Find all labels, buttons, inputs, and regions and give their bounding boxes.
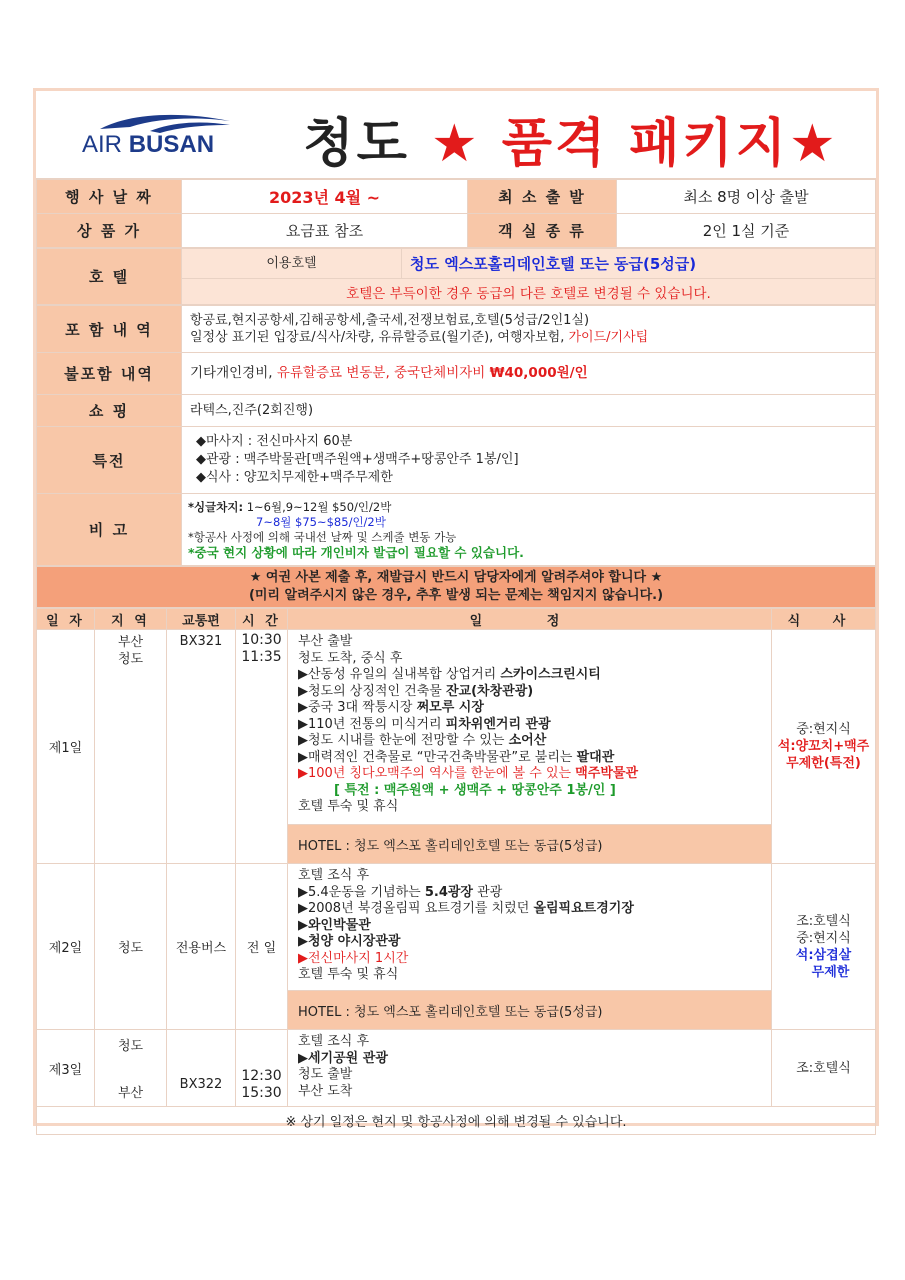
th-place: 지 역 <box>95 609 167 630</box>
day1-line-7a: ▶청도 시내를 한눈에 전망할 수 있는 <box>298 733 509 748</box>
day2-meal-3: 석:삼겹살 <box>795 947 852 963</box>
remark-1 <box>188 500 869 515</box>
hotel-sub-label: 이용호텔 <box>182 249 402 279</box>
logo-brand: BUSAN <box>128 131 215 158</box>
day2-meal-1: 조:호텔식 <box>796 913 851 929</box>
remark-1b: 1~6월,9~12월 $50/인/2박 <box>243 499 392 514</box>
day3-line-4: 부산 도착 <box>298 1083 353 1099</box>
remark-value <box>182 494 876 566</box>
benefit-1: ◆마사지 : 전신마사지 60분 <box>196 434 353 449</box>
info-table <box>36 179 876 248</box>
day2-line-3b: 올림픽요트경기장 <box>533 901 634 916</box>
row-price <box>37 214 876 248</box>
day1-line-5 <box>298 700 761 717</box>
day2-line-4: ▶와인박물관 <box>298 917 371 933</box>
remark-3: *항공사 사정에 의해 국내선 날짜 및 스케줄 변동 가능 <box>188 529 457 544</box>
day1-line-8b: 팔대관 <box>576 749 615 765</box>
excl-value <box>182 353 876 395</box>
th-time: 시 간 <box>236 609 288 630</box>
day3-itinerary <box>288 1030 772 1107</box>
benefit-value <box>182 427 876 494</box>
day1-line-9a: ▶100년 칭다오맥주의 역사를 한눈에 볼 수 있는 <box>298 766 576 781</box>
notice-banner-cell <box>37 567 876 608</box>
day3-time <box>236 1030 288 1107</box>
incl-line-2a: 일정상 표기된 입장료/식사/차량, 유류할증료(월기준), 여행자보험, <box>190 330 569 345</box>
day1-line-5b: 쩌모루 시장 <box>416 700 484 715</box>
day1-line-1: 부산 출발 <box>298 634 353 649</box>
notice-banner <box>36 566 876 608</box>
schedule-table <box>36 608 876 1135</box>
th-meal: 식 사 <box>772 609 876 630</box>
star-icon: ★ <box>430 114 481 174</box>
day3-label: 제3일 <box>37 1030 95 1107</box>
day2-row <box>37 864 876 991</box>
day1-line-3 <box>298 667 761 684</box>
day1-line-6b: 피차위엔거리 관광 <box>445 716 551 732</box>
hotel-table <box>36 248 876 305</box>
day1-transport: BX321 <box>167 630 236 864</box>
day3-line-3: 청도 출발 <box>298 1067 353 1082</box>
day2-line-3a: ▶2008년 북경올림픽 요트경기를 치렀던 <box>298 901 534 916</box>
day1-line-11: 호텔 투숙 및 휴식 <box>298 799 399 814</box>
excl-b: 유류할증료 변동분, 중국단체비자비 <box>276 365 490 381</box>
shop-label: 쇼 핑 <box>37 395 182 427</box>
day2-line-2c: 관광 <box>473 884 503 900</box>
day1-meal-3: 무제한(특전) <box>786 756 861 771</box>
remark-4: *중국 현지 상황에 따라 개인비자 발급이 필요할 수 있습니다. <box>188 544 524 560</box>
day2-meal <box>772 864 876 1030</box>
th-day: 일 자 <box>37 609 95 630</box>
header <box>36 91 876 179</box>
th-transport: 교통편 <box>167 609 236 630</box>
air-busan-logo <box>82 111 232 161</box>
day1-meal-1: 중:현지식 <box>796 722 851 737</box>
room-label: 객 실 종 류 <box>468 214 617 248</box>
day1-place-1: 부산 <box>117 635 144 650</box>
day3-line-1: 호텔 조식 후 <box>298 1034 370 1049</box>
excl-label: 불포함 내역 <box>37 353 182 395</box>
day1-place-2: 청도 <box>117 652 144 667</box>
day1-time <box>236 630 288 864</box>
day1-meal-2: 석:양꼬치+맥주 <box>777 739 870 754</box>
logo-prefix: AIR <box>82 131 123 158</box>
day1-row <box>37 630 876 825</box>
incl-line-2b: 가이드/기사팁 <box>568 330 649 345</box>
page-title <box>266 101 876 176</box>
day2-itinerary <box>288 864 772 991</box>
day3-row <box>37 1030 876 1107</box>
footer-row <box>37 1107 876 1135</box>
hotel-label: 호 텔 <box>37 249 182 305</box>
day1-line-4a: ▶청도의 상징적인 건축물 <box>298 683 446 699</box>
day1-line-9 <box>298 766 761 783</box>
day1-line-6a: ▶110년 전통의 미식거리 <box>298 716 446 732</box>
day2-line-2a: ▶5.4운동을 기념하는 <box>298 884 425 900</box>
remark-label: 비 고 <box>37 494 182 566</box>
remark-1a: *싱글차지: <box>188 499 244 514</box>
benefit-label: 특전 <box>37 427 182 494</box>
day1-place <box>95 630 167 864</box>
schedule-header <box>37 609 876 630</box>
day3-time-1: 12:30 <box>241 1068 282 1084</box>
benefit-2: ◆관광 : 맥주박물관[맥주원액+생맥주+땅콩안주 1봉/인] <box>196 452 519 467</box>
min-value: 최소 8명 이상 출발 <box>617 180 876 214</box>
day1-line-7b: 소어산 <box>508 733 547 748</box>
day3-line-2: ▶세기공원 관광 <box>298 1050 388 1066</box>
footer-note: ※ 상기 일정은 현지 및 항공사정에 의해 변경될 수 있습니다. <box>37 1107 876 1135</box>
price-label: 상 품 가 <box>37 214 182 248</box>
notice-line-1: ★ 여권 사본 제출 후, 재발급시 반드시 담당자에게 알려주셔야 합니다 ★ <box>249 570 663 585</box>
day3-place-1: 청도 <box>117 1039 144 1054</box>
row-date <box>37 180 876 214</box>
day1-line-3b: 스카이스크린시티 <box>500 667 601 682</box>
day1-hotel: HOTEL : 청도 엑스포 홀리데인호텔 또는 동급(5성급) <box>288 825 772 864</box>
min-label: 최 소 출 발 <box>468 180 617 214</box>
benefit-3: ◆식사 : 양꼬치무제한+맥주무제한 <box>196 470 393 485</box>
day2-meal-2: 중:현지식 <box>796 930 851 946</box>
logo-text <box>82 131 214 159</box>
day2-line-2 <box>298 885 761 902</box>
day2-line-3 <box>298 901 761 918</box>
price-value: 요금표 참조 <box>182 214 468 248</box>
day2-line-5: ▶청양 야시장관광 <box>298 934 401 949</box>
th-itinerary: 일 정 <box>288 609 772 630</box>
day2-hotel: HOTEL : 청도 엑스포 홀리데인호텔 또는 동급(5성급) <box>288 991 772 1030</box>
day1-line-3a: ▶산동성 유일의 실내복합 상업거리 <box>298 667 501 682</box>
day1-line-6 <box>298 717 761 734</box>
day3-place <box>95 1030 167 1107</box>
day3-transport: BX322 <box>167 1030 236 1107</box>
day1-label: 제1일 <box>37 630 95 864</box>
day1-line-8a: ▶매력적인 건축물로 “만국건축박물관”로 불리는 <box>298 749 577 765</box>
details-table <box>36 305 876 566</box>
incl-value <box>182 306 876 353</box>
shop-value: 라텍스,진주(2회진행) <box>182 395 876 427</box>
day2-transport: 전용버스 <box>167 864 236 1030</box>
day3-time-2: 15:30 <box>241 1085 282 1101</box>
hotel-note: 호텔은 부득이한 경우 동급의 다른 호텔로 변경될 수 있습니다. <box>182 279 876 305</box>
itinerary-sheet <box>33 88 879 1130</box>
day1-line-8 <box>298 750 761 767</box>
date-value: 2023년 4월 ~ <box>182 180 468 214</box>
incl-label: 포 함 내 역 <box>37 306 182 353</box>
day3-place-2: 부산 <box>117 1086 144 1101</box>
day2-line-6: ▶전신마사지 1시간 <box>298 950 409 966</box>
day2-line-7: 호텔 투숙 및 휴식 <box>298 967 399 982</box>
day1-time-1: 10:30 <box>241 632 282 648</box>
day1-line-7 <box>298 733 761 750</box>
remark-2: 7~8월 $75~$85/인/2박 <box>256 514 386 529</box>
title-main: 품격 패키지 <box>501 114 789 174</box>
day3-meal: 조:호텔식 <box>772 1030 876 1107</box>
bird-wing-icon <box>90 111 240 133</box>
incl-line-2 <box>190 329 867 346</box>
title-destination: 청도 <box>303 114 410 174</box>
day1-itinerary <box>288 630 772 825</box>
notice-line-2: (미리 알려주시지 않은 경우, 추후 발생 되는 문제는 책임지지 않습니다.) <box>248 588 664 603</box>
hotel-value: 청도 엑스포홀리데인호텔 또는 동급(5성급) <box>402 249 876 279</box>
day1-line-10: [ 특전 : 맥주원액 + 생맥주 + 땅콩안주 1봉/인 ] <box>334 782 616 798</box>
day2-label: 제2일 <box>37 864 95 1030</box>
day2-meal-4: 무제한 <box>811 964 850 980</box>
star-icon-2: ★ <box>788 114 839 174</box>
incl-line-1: 항공료,현지공항세,김해공항세,출국세,전쟁보험료,호텔(5성급/2인1실) <box>190 313 590 328</box>
day1-line-5a: ▶중국 3대 짝퉁시장 <box>298 700 417 715</box>
day1-line-9b: 맥주박물관 <box>575 766 639 781</box>
day2-place: 청도 <box>95 864 167 1030</box>
day2-line-2b: 5.4광장 <box>424 884 473 900</box>
excl-c: ₩40,000원/인 <box>489 365 588 381</box>
day1-meal <box>772 630 876 864</box>
room-value: 2인 1실 기준 <box>617 214 876 248</box>
date-label: 행 사 날 짜 <box>37 180 182 214</box>
day2-line-1: 호텔 조식 후 <box>298 868 370 883</box>
day1-line-4b: 잔교(차창관광) <box>445 683 534 699</box>
excl-a: 기타개인경비, <box>190 365 277 381</box>
day2-time: 전 일 <box>236 864 288 1030</box>
day1-line-2: 청도 도착, 중식 후 <box>298 650 403 666</box>
day1-time-2: 11:35 <box>241 649 282 665</box>
day1-line-4 <box>298 684 761 701</box>
